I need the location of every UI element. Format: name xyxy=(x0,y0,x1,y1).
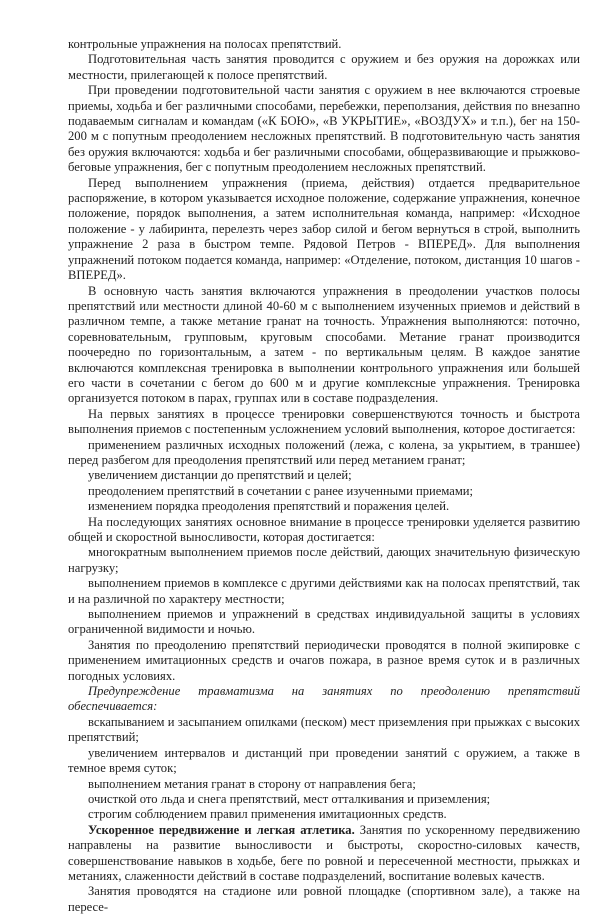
list-item: выполнением приемов в комплексе с другими действиями как на полосах препятствий, так и на различной по характеру местности; xyxy=(68,576,580,606)
paragraph: Перед выполнением упражнения (приема, действия) отдается предварительное распоряжение, в котором указывается исходное положение, содержание упражнения, конечное положение, порядок выполнения, а затем исполнительная команда, например: «Исходное положение - у лабиринта, перелезть через забор силой и бегом вернуться в строй, выполнить упражнение 2 раза в быстром темпе. Рядовой Петров - ВПЕРЕД». Для выполнения упражнений потоком подается команда, например: «Отделение, потоком, дистанция 10 шагов - ВПЕРЕД». xyxy=(68,175,580,283)
list-item: изменением порядка преодоления препятствий и поражения целей. xyxy=(88,499,450,514)
list-item: многократным выполнением приемов после действий, дающих значительную физическую нагрузку; xyxy=(68,545,580,575)
paragraph: Занятия проводятся на стадионе или ровной площадке (спортивном зале), а также на пересе- xyxy=(68,884,580,914)
paragraph: Занятия по преодолению препятствий периодически проводятся в полной экипировке с применением имитационных средств и очагов пожара, в разное время суток и в различных погодных условиях. xyxy=(68,637,580,683)
paragraph-continuation: контрольные упражнения на полосах препятствий. xyxy=(68,37,342,51)
paragraph: В основную часть занятия включаются упражнения в преодолении участков полосы препятствий или местности длиной 40-60 м с выполнением изученных приемов и действий в различном темпе, а также метание гранат на точность. Упражнения выполняются: поточно, соревновательным, групповым, круговым способами. Метание гранат производится поочередно по горизонтальным, а затем - по вертикальным целям. В каждое занятие включаются комплексная тренировка в выполнении контрольного упражнения или большей его части в сочетании с бегом до 600 м и другие комплексные упражнения. Тренировка организуется потоком в парах, группах или в составе подразделения. xyxy=(68,283,580,406)
section-lead-text: Занятия по ускоренному передвижению направлены на развитие выносливости и быстроты, скоростно-силовых качеств, совершенствование навыков в ходьбе, беге по ровной и пересеченной местности, прыжках и метаниях, слаженности действий в составе подразделений, воспитание волевых качеств. xyxy=(68,822,581,883)
document-page xyxy=(68,37,580,915)
paragraph: При проведении подготовительной части занятия с оружием в нее включаются строевые приемы, ходьба и бег различными способами, перебежки, переползания, действия по внезапно подаваемым сигналам и командам («К БОЮ», «В УКРЫТИЕ», «ВОЗДУХ» и т.п.), бег на 150-200 м с попутным преодолением несложных препятствий. В подготовительную часть занятия без оружия включаются: ходьба и бег различными способами, общеразвивающие и прыжково-беговые упражнения, бег с попутным преодолением несложных препятствий. xyxy=(68,83,580,175)
italic-heading: Предупреждение травматизма на занятиях по преодолению препятствий обеспечивается: xyxy=(68,684,580,714)
paragraph: Подготовительная часть занятия проводится с оружием и без оружия на дорожках или местности, прилегающей к полосе препятствий. xyxy=(68,52,580,82)
paragraph: На последующих занятиях основное внимание в процессе тренировки уделяется развитию общей и скоростной выносливости, которая достигается: xyxy=(68,514,580,544)
list-item: преодолением препятствий в сочетании с ранее изученными приемами; xyxy=(88,483,474,498)
section-paragraph xyxy=(68,823,580,885)
section-lead-title: Ускоренное передвижение и легкая атлетика. xyxy=(88,822,355,837)
list-item: выполнением приемов и упражнений в средствах индивидуальной защиты в условиях ограниченной видимости и ночью. xyxy=(68,607,580,637)
list-item: применением различных исходных положений (лежа, с колена, за укрытием, в траншее) перед разбегом для преодоления препятствий или перед метанием гранат; xyxy=(68,437,580,467)
list-item: выполнением метания гранат в сторону от направления бега; xyxy=(88,776,416,791)
list-item: увеличением интервалов и дистанций при проведении занятий с оружием, а также в темное время суток; xyxy=(68,745,580,776)
list-item: увеличением дистанции до препятствий и целей; xyxy=(88,468,352,483)
list-item: строгим соблюдением правил применения имитационных средств. xyxy=(88,807,447,822)
paragraph: На первых занятиях в процессе тренировки совершенствуются точность и быстрота выполнения приемов с постепенным усложнением условий выполнения, которое достигается: xyxy=(68,406,580,437)
list-item: очисткой ото льда и снега препятствий, мест отталкивания и приземления; xyxy=(88,791,491,806)
list-item: вскапыванием и засыпанием опилками (песком) мест приземления при прыжках с высоких препятствий; xyxy=(68,714,580,745)
